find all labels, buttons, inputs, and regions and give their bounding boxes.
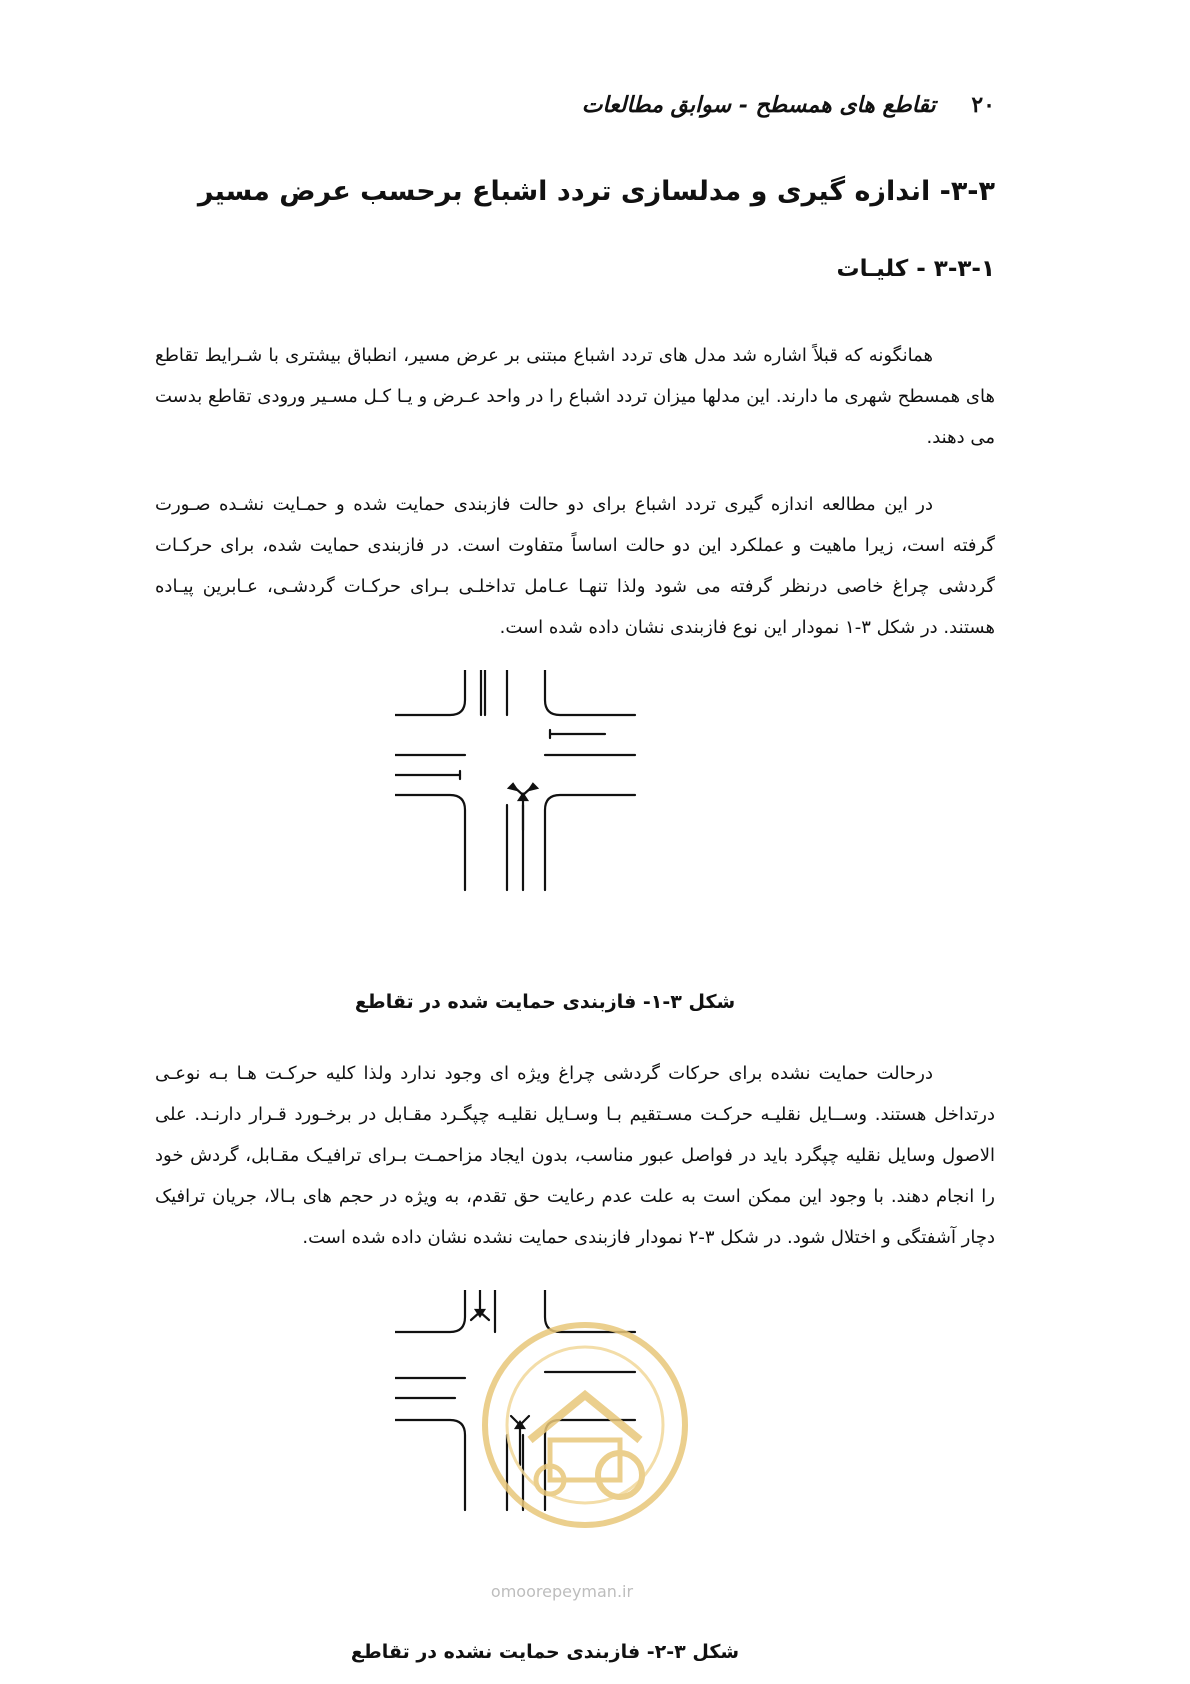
running-header <box>195 92 995 132</box>
figure-caption: شکل ۳-۲- فازبندی حمایت نشده در تقاطع <box>350 1641 740 1663</box>
page-number: ۲۰ <box>971 92 995 118</box>
intersection-diagram-protected <box>395 670 695 970</box>
paragraph <box>155 1053 995 1258</box>
paragraph <box>155 484 995 648</box>
paragraph-text: همانگونه که قبلاً اشاره شد مدل های تردد اشباع مبتنی بر عرض مسیر، انطباق بیشتری با شـرایط تقاطع های همسطح شهری ما دارند. این مدلها میزان تردد اشباع را در واحد عـرض و یـا کـل مسـیر ورودی تقاطع بدست می دهند. <box>155 345 995 448</box>
watermark-logo <box>470 1310 700 1540</box>
running-title: تقاطع های همسطح - سوابق مطالعات <box>581 92 936 118</box>
watermark-url: omoorepeyman.ir <box>490 1582 634 1601</box>
paragraph-text: درحالت حمایت نشده برای حرکات گردشی چراغ ویژه ای وجود ندارد ولذا کلیه حرکـت هـا بـه نوعـی درتداخل هستند. وســایل نقلیـه حرکـت مسـتقیم بـا وسـایل نقلیـه چپگـرد مقـابل در برخـورد قـرار دارنـد. علی الاصول وسایل نقلیه چپگرد باید در فواصل عبور مناسب، بدون ایجاد مزاحمـت بـرای ترافیـک مقـابل، گردش خود را انجام دهند. با وجود این ممکن است به علت عدم رعایت حق تقدم، به ویژه در حجم های بـالا، جریان ترافیک دچار آشفتگی و اختلال شود. در شکل ۳-۲ نمودار فازبندی حمایت نشده نشان داده شده است. <box>155 1063 995 1248</box>
paragraph <box>155 335 995 458</box>
figure-caption: شکل ۳-۱- فازبندی حمایت شده در تقاطع <box>354 991 736 1013</box>
subsection-title: ۳-۳-۱ - کلیـات <box>836 256 995 282</box>
paragraph-text: در این مطالعه اندازه گیری تردد اشباع برای دو حالت فازبندی حمایت شده و حمـایت نشـده صـورت گرفته است، زیرا ماهیت و عملکرد این دو حالت اساساً متفاوت است. در فازبندی حمایت شده، برای حرکـات گردشی چراغ خاصی درنظر گرفته می شود ولذا تنهـا عـامل تداخلـی بـرای حرکـات گردشـی، عـابرین پیـاده هستند. در شکل ۳-۱ نمودار این نوع فازبندی نشان داده شده است. <box>155 494 995 638</box>
section-title: ۳-۳- اندازه گیری و مدلسازی تردد اشباع برحسب عرض مسیر <box>197 176 995 207</box>
